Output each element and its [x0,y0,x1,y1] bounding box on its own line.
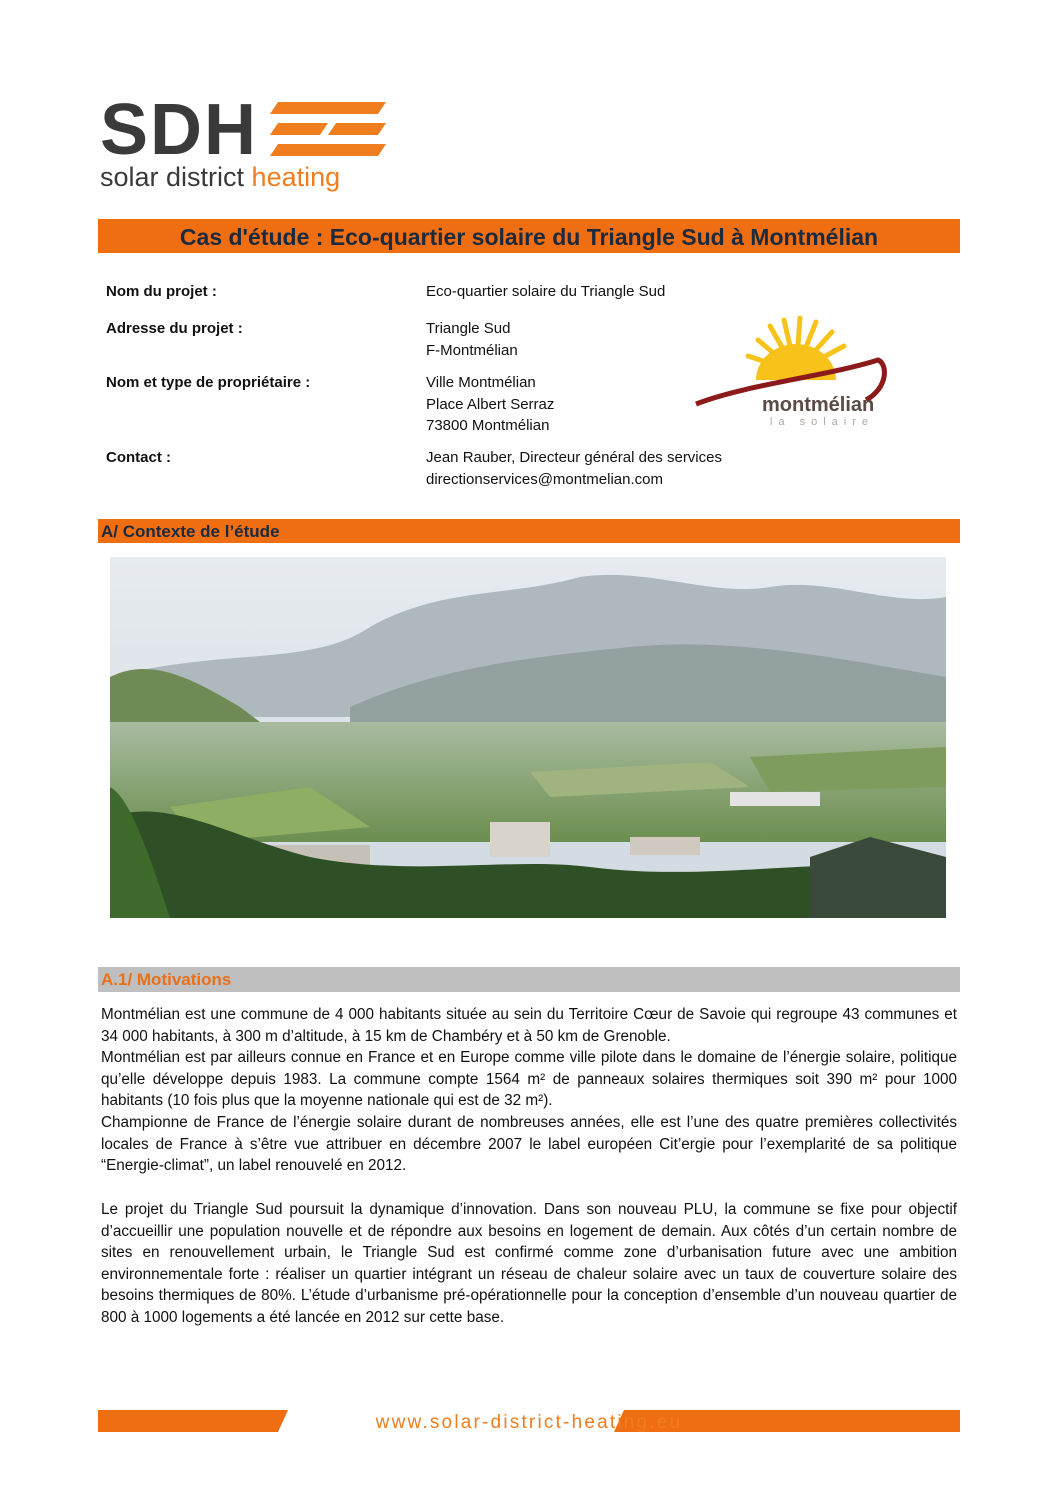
footer-url-link[interactable]: www.solar-district-heating.eu [375,1412,683,1433]
info-value-line: Jean Rauber, Directeur général des services [426,449,722,466]
info-value-contact [426,447,722,490]
montmelian-logo [688,310,902,430]
section-a1-bar [98,967,960,992]
valley-landscape-photo [110,557,946,918]
paragraph: Montmélian est par ailleurs connue en France et en Europe comme ville pilote dans le domaine de l’énergie solaire, politique qu’elle développe depuis 1983. La commune compte 1564 m² de panneaux solaires thermiques soit 390 m² pour 1000 habitants (10 fois plus que la moyenne nationale qui est de 32 m²). [101,1049,957,1110]
info-value-line: F-Montmélian [426,341,518,359]
info-value-name [426,281,665,303]
montmelian-logo-name: montmélian [762,394,875,416]
page-title: Cas d'étude : Eco-quartier solaire du Triangle Sud à Montmélian [179,224,879,250]
section-a1-heading: A.1/ Motivations [101,970,232,989]
info-label-contact: Contact : [106,449,171,466]
paragraph: Championne de France de l’énergie solaire durant de nombreuses années, elle est l’une des quatre premières collectivités locales de France à s’être vue attribuer en décembre 2007 le label européen Cit’ergie pour l’exemplarité de sa politique “Energie-climat”, un label renouvelé en 2012. [101,1113,957,1175]
logo-acronym: SDH [100,90,259,170]
triangle-sud-text [101,1199,957,1329]
title-bar [98,219,960,253]
logo-tagline-plain: solar district [100,162,252,192]
info-value-line: Eco-quartier solaire du Triangle Sud [426,283,666,300]
contact-email-link[interactable]: directionservices@montmelian.com [426,470,663,488]
info-value-line: Ville Montmélian [426,374,536,391]
logo-tagline-highlight: heating [251,162,341,192]
info-value-line: Triangle Sud [426,320,511,337]
info-value-line: 73800 Montmélian [426,417,550,434]
section-a-heading: A/ Contexte de l’étude [101,522,280,541]
footer [98,1410,960,1436]
info-label-address: Adresse du projet : [106,320,243,337]
info-label-owner: Nom et type de propriétaire : [106,374,311,391]
info-value-address [426,318,518,361]
info-value-line: Place Albert Serraz [426,395,555,413]
motivations-text [101,1004,957,1177]
paragraph: Le projet du Triangle Sud poursuit la dynamique d’innovation. Dans son nouveau PLU, la commune se fixe pour objectif d’accueillir une population nouvelle et de répondre aux besoins en logement de demain. Aux côtés d’un certain nombre de sites en renouvellement urbain, le Triangle Sud est confirmé comme zone d’urbanisation future avec une ambition environnementale forte : réaliser un quartier intégrant un réseau de chaleur solaire avec un taux de couverture solaire des besoins thermiques de 80%. L’étude d’urbanisme pré-opérationnelle pour la conception d’ensemble d’un nouveau quartier de 800 à 1000 logements a été lancée en 2012 sur cette base. [101,1201,957,1326]
section-a-bar [98,519,960,543]
logo-bars-icon [270,102,390,158]
paragraph: Montmélian est une commune de 4 000 habitants située au sein du Territoire Cœur de Savoie qui regroupe 43 communes et 34 000 habitants, à 300 m d’altitude, à 15 km de Chambéry et à 50 km de Grenoble. [101,1006,957,1045]
info-value-owner [426,372,554,437]
montmelian-logo-slogan: la solaire [770,416,875,428]
info-label-name: Nom du projet : [106,283,217,300]
logo-tagline [100,162,340,193]
sdh-logo [100,90,390,198]
